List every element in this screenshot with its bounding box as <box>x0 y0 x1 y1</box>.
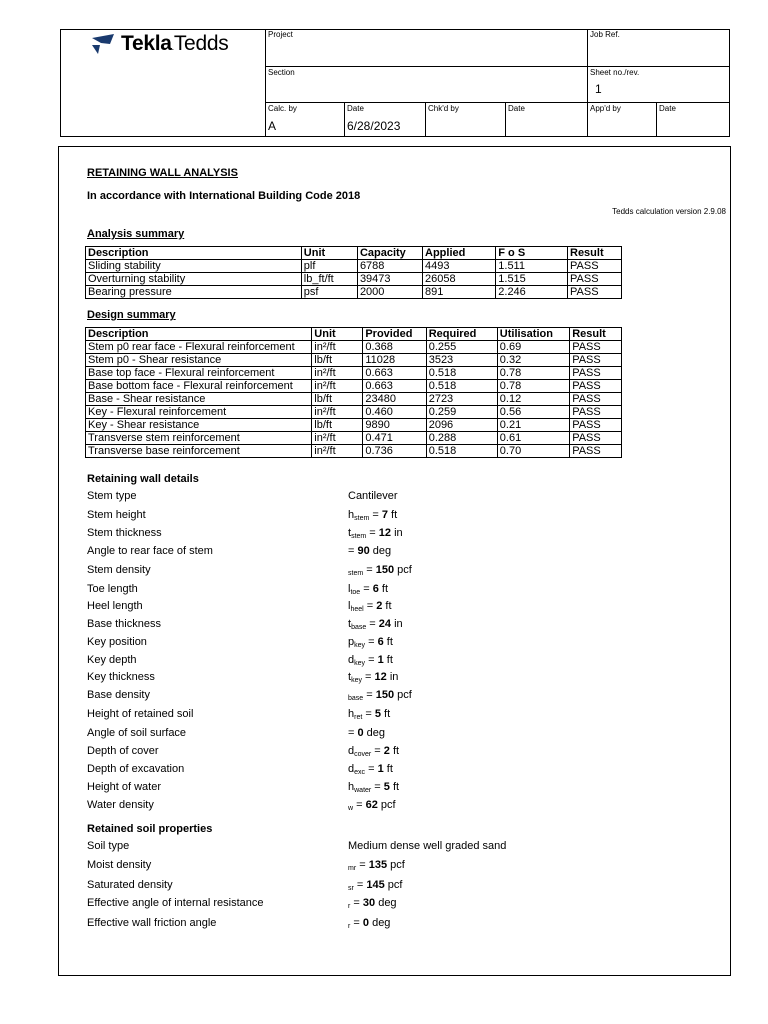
date-value: 6/28/2023 <box>347 119 401 133</box>
column-header: Provided <box>363 328 426 341</box>
section-cell <box>265 66 587 102</box>
table-cell: 26058 <box>423 273 496 286</box>
table-cell: PASS <box>568 286 622 299</box>
tekla-logo-icon <box>91 33 115 55</box>
property-label: Stem type <box>87 490 137 502</box>
table-cell: PASS <box>570 432 622 445</box>
date3-cell <box>656 102 730 137</box>
table-cell: 1.515 <box>496 273 568 286</box>
property-label: Effective angle of internal resistance <box>87 897 264 909</box>
table-cell: Stem p0 rear face - Flexural reinforcement <box>86 341 312 354</box>
column-header: Unit <box>312 328 363 341</box>
chkd-cell <box>425 102 505 137</box>
table-cell: 0.70 <box>497 445 569 458</box>
calc-body <box>58 146 731 976</box>
table-cell: in²/ft <box>312 406 363 419</box>
section-heading: Retained soil properties <box>87 823 213 835</box>
property-label: Angle of soil surface <box>87 727 187 739</box>
calcby-value: A <box>268 119 277 133</box>
table-cell: 0.78 <box>497 380 569 393</box>
table-cell: lb/ft <box>312 354 363 367</box>
property-label: Moist density <box>87 859 152 871</box>
table-cell: Base bottom face - Flexural reinforcement <box>86 380 312 393</box>
table-cell: 0.21 <box>497 419 569 432</box>
table-cell: 0.255 <box>426 341 497 354</box>
table-cell: 2.246 <box>496 286 568 299</box>
table-cell: 6788 <box>357 260 422 273</box>
table-cell: 0.259 <box>426 406 497 419</box>
brand-light: Tedds <box>173 32 229 55</box>
analysis-summary-heading: Analysis summary <box>87 228 185 240</box>
property-label: Stem density <box>87 564 151 576</box>
table-cell: plf <box>301 260 357 273</box>
table-cell: PASS <box>568 273 622 286</box>
jobref-label: Job Ref. <box>590 30 620 39</box>
table-cell: in²/ft <box>312 380 363 393</box>
table-cell: 3523 <box>426 354 497 367</box>
date3-label: Date <box>659 104 676 113</box>
table-cell: in²/ft <box>312 432 363 445</box>
table-row <box>86 406 622 419</box>
table-cell: 9890 <box>363 419 426 432</box>
table-cell: 0.56 <box>497 406 569 419</box>
table-row <box>86 260 622 273</box>
column-header: Unit <box>301 247 357 260</box>
property-value: $_w$ = 62 pcf <box>348 799 396 812</box>
property-label: Depth of cover <box>87 745 159 757</box>
table-cell: lb/ft <box>312 419 363 432</box>
project-label: Project <box>268 30 293 39</box>
table-cell: 0.368 <box>363 341 426 354</box>
table-cell: 0.663 <box>363 380 426 393</box>
property-label: Water density <box>87 799 154 811</box>
sheet-label: Sheet no./rev. <box>590 68 640 77</box>
column-header: Result <box>570 328 622 341</box>
property-value: $d_{cover} = 2$ ft <box>348 745 400 758</box>
property-value: Medium dense well graded sand <box>348 840 507 852</box>
property-value: $p_{key} = 6$ ft <box>348 636 393 649</box>
table-cell: Stem p0 - Shear resistance <box>86 354 312 367</box>
table-cell: PASS <box>568 260 622 273</box>
property-value: $_{mr}$ = 135 pcf <box>348 859 405 872</box>
table-cell: PASS <box>570 367 622 380</box>
doc-title: RETAINING WALL ANALYSIS <box>87 167 238 179</box>
table-row <box>86 419 622 432</box>
table-cell: 2723 <box>426 393 497 406</box>
table-cell: 0.32 <box>497 354 569 367</box>
design-summary-heading: Design summary <box>87 309 176 321</box>
chkd-label: Chk'd by <box>428 104 459 113</box>
calcby-label: Calc. by <box>268 104 297 113</box>
table-cell: 11028 <box>363 354 426 367</box>
table-row <box>86 341 622 354</box>
property-label: Effective wall friction angle <box>87 917 217 929</box>
table-cell: in²/ft <box>312 445 363 458</box>
sheet-cell <box>587 66 730 102</box>
table-cell: 2000 <box>357 286 422 299</box>
date-cell <box>344 102 425 137</box>
property-label: Angle to rear face of stem <box>87 545 213 557</box>
property-value: $_r$ = 0 deg <box>348 917 391 930</box>
property-label: Heel length <box>87 600 143 612</box>
property-label: Soil type <box>87 840 130 852</box>
column-header: Result <box>568 247 622 260</box>
property-label: Key position <box>87 636 147 648</box>
table-cell: 4493 <box>423 260 496 273</box>
table-cell: 0.61 <box>497 432 569 445</box>
table-cell: 0.12 <box>497 393 569 406</box>
version-note: Tedds calculation version 2.9.08 <box>612 207 726 216</box>
property-value: $_{sr}$ = 145 pcf <box>348 879 403 892</box>
analysis-summary-table <box>85 246 622 299</box>
property-value: $t_{base} = 24$ in <box>348 618 403 631</box>
property-value: = 0 deg <box>348 727 386 739</box>
property-value: $d_{exc} = 1$ ft <box>348 763 393 776</box>
table-cell: in²/ft <box>312 367 363 380</box>
appd-label: App'd by <box>590 104 621 113</box>
table-cell: Overturning stability <box>86 273 302 286</box>
date2-label: Date <box>508 104 525 113</box>
section-label: Section <box>268 68 295 77</box>
column-header: Capacity <box>357 247 422 260</box>
table-cell: 0.518 <box>426 380 497 393</box>
property-value: $d_{key} = 1$ ft <box>348 654 393 667</box>
table-row <box>86 393 622 406</box>
table-cell: 0.518 <box>426 367 497 380</box>
design-summary-table <box>85 327 622 458</box>
table-row <box>86 432 622 445</box>
table-cell: 0.736 <box>363 445 426 458</box>
property-value: $_r$ = 30 deg <box>348 897 397 910</box>
table-cell: 0.69 <box>497 341 569 354</box>
table-cell: PASS <box>570 445 622 458</box>
brand-name: Tekla.Tedds <box>121 32 229 55</box>
tekla-tedds-logo <box>91 32 228 56</box>
table-cell: PASS <box>570 393 622 406</box>
jobref-cell <box>587 29 730 66</box>
property-label: Stem thickness <box>87 527 162 539</box>
property-value: $_{base}$ = 150 pcf <box>348 689 412 702</box>
property-label: Depth of excavation <box>87 763 185 775</box>
table-cell: 2096 <box>426 419 497 432</box>
property-label: Key depth <box>87 654 137 666</box>
property-value: $t_{key} = 12$ in <box>348 671 399 684</box>
property-value: $l_{toe} = 6$ ft <box>348 583 389 596</box>
table-cell: 891 <box>423 286 496 299</box>
table-cell: 0.663 <box>363 367 426 380</box>
date-label: Date <box>347 104 364 113</box>
column-header: Description <box>86 328 312 341</box>
property-value: Cantilever <box>348 490 398 502</box>
table-cell: PASS <box>570 354 622 367</box>
column-header: Utilisation <box>497 328 569 341</box>
table-cell: 0.518 <box>426 445 497 458</box>
table-cell: PASS <box>570 419 622 432</box>
project-cell <box>265 29 587 66</box>
table-cell: 1.511 <box>496 260 568 273</box>
property-value: = 90 deg <box>348 545 392 557</box>
table-cell: in²/ft <box>312 341 363 354</box>
table-cell: Transverse stem reinforcement <box>86 432 312 445</box>
property-label: Height of retained soil <box>87 708 194 720</box>
table-cell: Key - Flexural reinforcement <box>86 406 312 419</box>
table-row <box>86 273 622 286</box>
table-row <box>86 286 622 299</box>
table-row <box>86 445 622 458</box>
property-value: $h_{ret} = 5$ ft <box>348 708 391 721</box>
table-cell: 39473 <box>357 273 422 286</box>
property-value: $l_{heel} = 2$ ft <box>348 600 392 613</box>
property-label: Height of water <box>87 781 161 793</box>
table-cell: PASS <box>570 406 622 419</box>
property-value: $h_{water} = 5$ ft <box>348 781 400 794</box>
table-cell: Sliding stability <box>86 260 302 273</box>
table-row <box>86 354 622 367</box>
column-header: F o S <box>496 247 568 260</box>
column-header: Required <box>426 328 497 341</box>
property-value: $t_{stem} = 12$ in <box>348 527 403 540</box>
section-heading: Retaining wall details <box>87 473 199 485</box>
property-label: Base density <box>87 689 150 701</box>
property-label: Key thickness <box>87 671 155 683</box>
appd-cell <box>587 102 656 137</box>
table-cell: 0.288 <box>426 432 497 445</box>
table-cell: PASS <box>570 341 622 354</box>
table-cell: 0.78 <box>497 367 569 380</box>
date2-cell <box>505 102 587 137</box>
table-cell: lb_ft/ft <box>301 273 357 286</box>
table-cell: PASS <box>570 380 622 393</box>
table-row <box>86 367 622 380</box>
table-cell: 0.471 <box>363 432 426 445</box>
table-cell: 23480 <box>363 393 426 406</box>
sheet-value: 1 <box>595 82 602 96</box>
column-header: Applied <box>423 247 496 260</box>
column-header: Description <box>86 247 302 260</box>
property-value: $h_{stem} = 7$ ft <box>348 509 398 522</box>
table-cell: Base top face - Flexural reinforcement <box>86 367 312 380</box>
table-cell: Base - Shear resistance <box>86 393 312 406</box>
calc-sheet-header <box>60 29 730 137</box>
property-label: Base thickness <box>87 618 161 630</box>
property-value: $_{stem}$ = 150 pcf <box>348 564 412 577</box>
property-label: Saturated density <box>87 879 173 891</box>
table-cell: Transverse base reinforcement <box>86 445 312 458</box>
property-label: Toe length <box>87 583 138 595</box>
brand-bold: Tekla <box>121 32 172 55</box>
doc-subtitle: In accordance with International Building Code 2018 <box>87 190 361 202</box>
table-row <box>86 380 622 393</box>
table-cell: lb/ft <box>312 393 363 406</box>
table-cell: 0.460 <box>363 406 426 419</box>
table-cell: Key - Shear resistance <box>86 419 312 432</box>
table-cell: psf <box>301 286 357 299</box>
table-cell: Bearing pressure <box>86 286 302 299</box>
calcby-cell <box>265 102 344 137</box>
property-label: Stem height <box>87 509 146 521</box>
